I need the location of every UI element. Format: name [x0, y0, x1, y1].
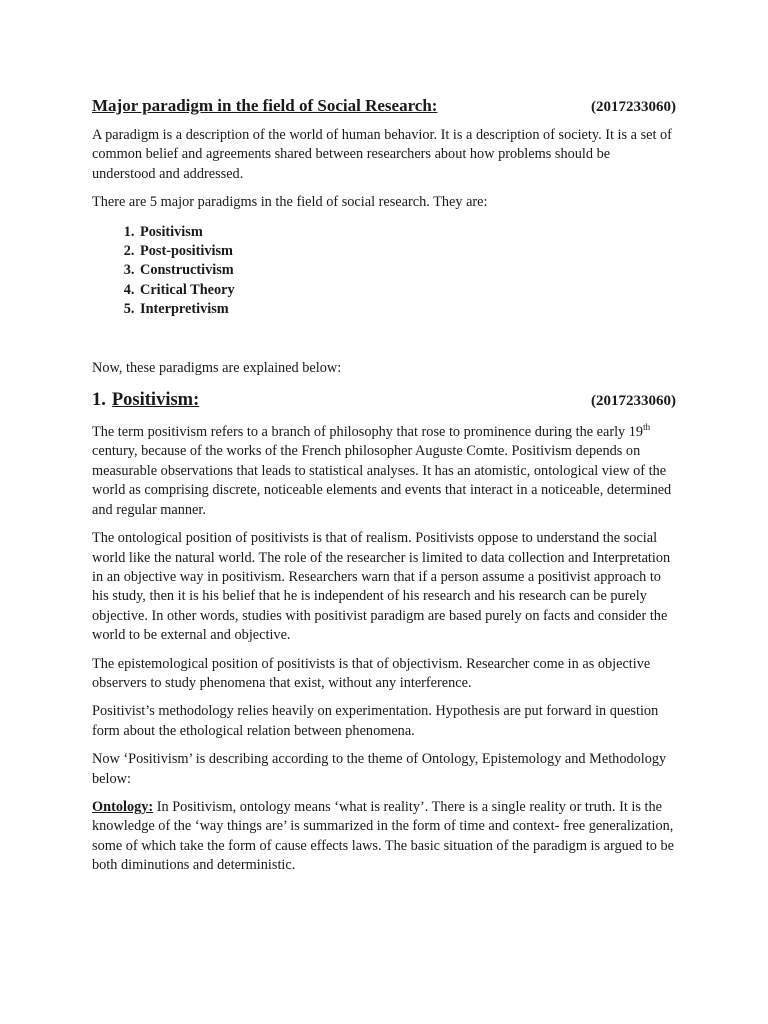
document-title: Major paradigm in the field of Social Research:	[92, 96, 438, 115]
methodology-paragraph: Positivist’s methodology relies heavily on experimentation. Hypothesis are put forward in question form about the ethological relation between phenomena.	[92, 703, 659, 739]
title-row	[92, 96, 676, 116]
ontology-label: Ontology:	[92, 798, 154, 815]
section-heading-row	[92, 390, 676, 411]
list-item: 5. Interpretivism	[138, 300, 676, 319]
ontology-paragraph	[92, 798, 676, 876]
positivism-definition-paragraph	[92, 423, 676, 520]
ontological-position-paragraph: The ontological position of positivists is that of realism. Positivists oppose to understand the social world like the natural world. The role of the researcher is limited to data collection and Interpretation in an objective way in positivism. Researchers warn that if a person assume a positivist approach to his study, then it is his belief that he is independent of his research and his research can be purely objective. In other words, studies with positivist paradigm are based purely on facts and consider the world to be external and objective.	[92, 530, 671, 644]
paragraph-text: The term positivism refers to a branch of philosophy that rose to prominence during the early 19	[92, 424, 644, 441]
list-item: 4. Critical Theory	[138, 281, 676, 300]
epistemological-position-paragraph: The epistemological position of positivists is that of objectivism. Researcher come in as objective observers to study phenomena that exist, without any interference.	[92, 655, 651, 691]
paradigm-count-paragraph: There are 5 major paradigms in the field of social research. They are:	[92, 194, 488, 211]
section-heading	[92, 390, 199, 411]
section-title: Positivism:	[111, 390, 200, 411]
ontology-text: In Positivism, ontology means ‘what is reality’. There is a single reality or truth. It is the knowledge of the ‘way things are’ is summarized in the form of time and context- free generalization, some of which take the form of cause effects laws. The basic situation of the paradigm is argued to be both diminutions and deterministic.	[92, 798, 675, 874]
paradigm-list	[92, 223, 676, 320]
document-content	[92, 96, 676, 876]
section-number: 1.	[92, 390, 106, 411]
superscript: th	[643, 422, 651, 433]
theme-intro-paragraph: Now ‘Positivism’ is describing according to the theme of Ontology, Epistemology and Methodology below:	[92, 751, 667, 787]
list-item: 2. Post-positivism	[138, 242, 676, 261]
intro-paragraph: A paradigm is a description of the world of human behavior. It is a description of society. It is a set of common belief and agreements shared between researchers about how problems should be understood and addressed.	[92, 127, 672, 182]
section-student-id: (2017233060)	[591, 393, 676, 410]
list-item: 3. Constructivism	[138, 261, 676, 280]
explanation-intro: Now, these paradigms are explained below:	[92, 359, 342, 376]
list-item: 1. Positivism	[138, 223, 676, 242]
paragraph-text: century, because of the works of the French philosopher Auguste Comte. Positivism depends on measurable observations that leads to statistical analyses. It has an atomistic, ontological view of the world as comprising discrete, noticeable elements and events that interact in a noticeable, determined and regular manner.	[92, 443, 672, 518]
student-id: (2017233060)	[591, 99, 676, 115]
